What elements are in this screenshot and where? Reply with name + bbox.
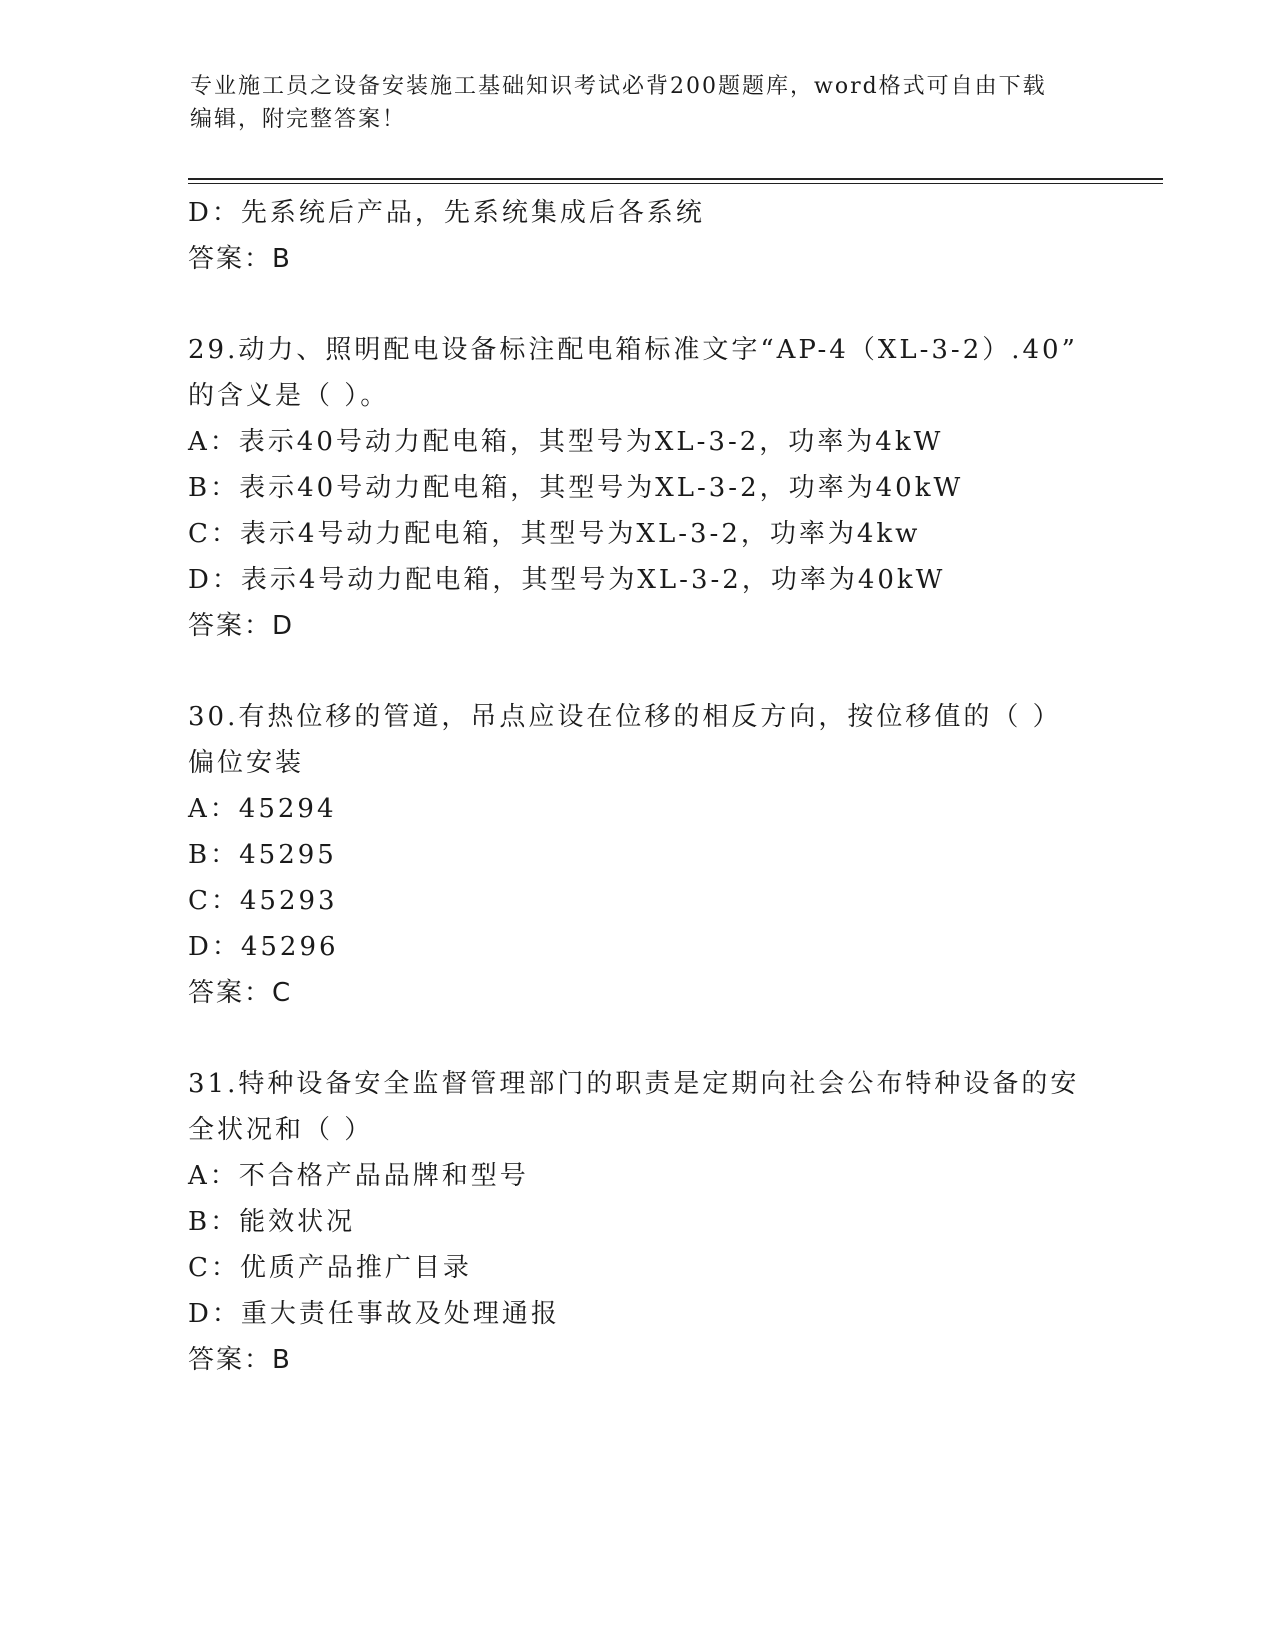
option-a: A：表示40号动力配电箱，其型号为XL-3-2，功率为4kW [188, 427, 944, 457]
option-c: C：表示4号动力配电箱，其型号为XL-3-2，功率为4kw [188, 519, 921, 549]
spacer [188, 282, 1088, 327]
question-30 [188, 694, 1088, 1016]
answer: 答案：B [188, 244, 292, 274]
document-header [190, 70, 1080, 136]
question-stem: 31.特种设备安全监督管理部门的职责是定期向社会公布特种设备的安 [188, 1069, 1080, 1099]
answer: 答案：D [188, 611, 295, 641]
header-line-2: 编辑，附完整答案！ [190, 107, 407, 132]
question-stem: 29.动力、照明配电设备标注配电箱标准文字“AP-4（XL-3-2）.40” [188, 335, 1078, 365]
option-c: C：优质产品推广目录 [188, 1253, 472, 1283]
option-d: D：表示4号动力配电箱，其型号为XL-3-2，功率为40kW [188, 565, 946, 595]
answer: 答案：B [188, 1345, 292, 1375]
question-28-tail [188, 190, 1088, 282]
question-stem-cont: 偏位安装 [188, 748, 305, 778]
option-b: B：表示40号动力配电箱，其型号为XL-3-2，功率为40kW [188, 473, 964, 503]
question-stem-cont: 的含义是（ ）。 [188, 381, 390, 411]
option-d: D：重大责任事故及处理通报 [188, 1299, 560, 1329]
question-31 [188, 1061, 1088, 1383]
spacer [188, 1016, 1088, 1061]
option-d: D：先系统后产品，先系统集成后各系统 [188, 198, 705, 228]
option-a: A：45294 [188, 794, 337, 824]
option-a: A：不合格产品品牌和型号 [188, 1161, 529, 1191]
option-d: D：45296 [188, 932, 339, 962]
header-line-1: 专业施工员之设备安装施工基础知识考试必背200题题库，word格式可自由下载 [190, 74, 1047, 99]
answer: 答案：C [188, 978, 293, 1008]
header-divider-thin [188, 183, 1163, 184]
header-divider-thick [188, 178, 1163, 180]
option-b: B：能效状况 [188, 1207, 356, 1237]
question-stem: 30.有热位移的管道，吊点应设在位移的相反方向，按位移值的（ ） [188, 702, 1062, 732]
option-b: B：45295 [188, 840, 337, 870]
question-stem-cont: 全状况和（ ） [188, 1115, 374, 1145]
option-c: C：45293 [188, 886, 338, 916]
question-29 [188, 327, 1088, 649]
question-list [188, 190, 1088, 1383]
spacer [188, 649, 1088, 694]
